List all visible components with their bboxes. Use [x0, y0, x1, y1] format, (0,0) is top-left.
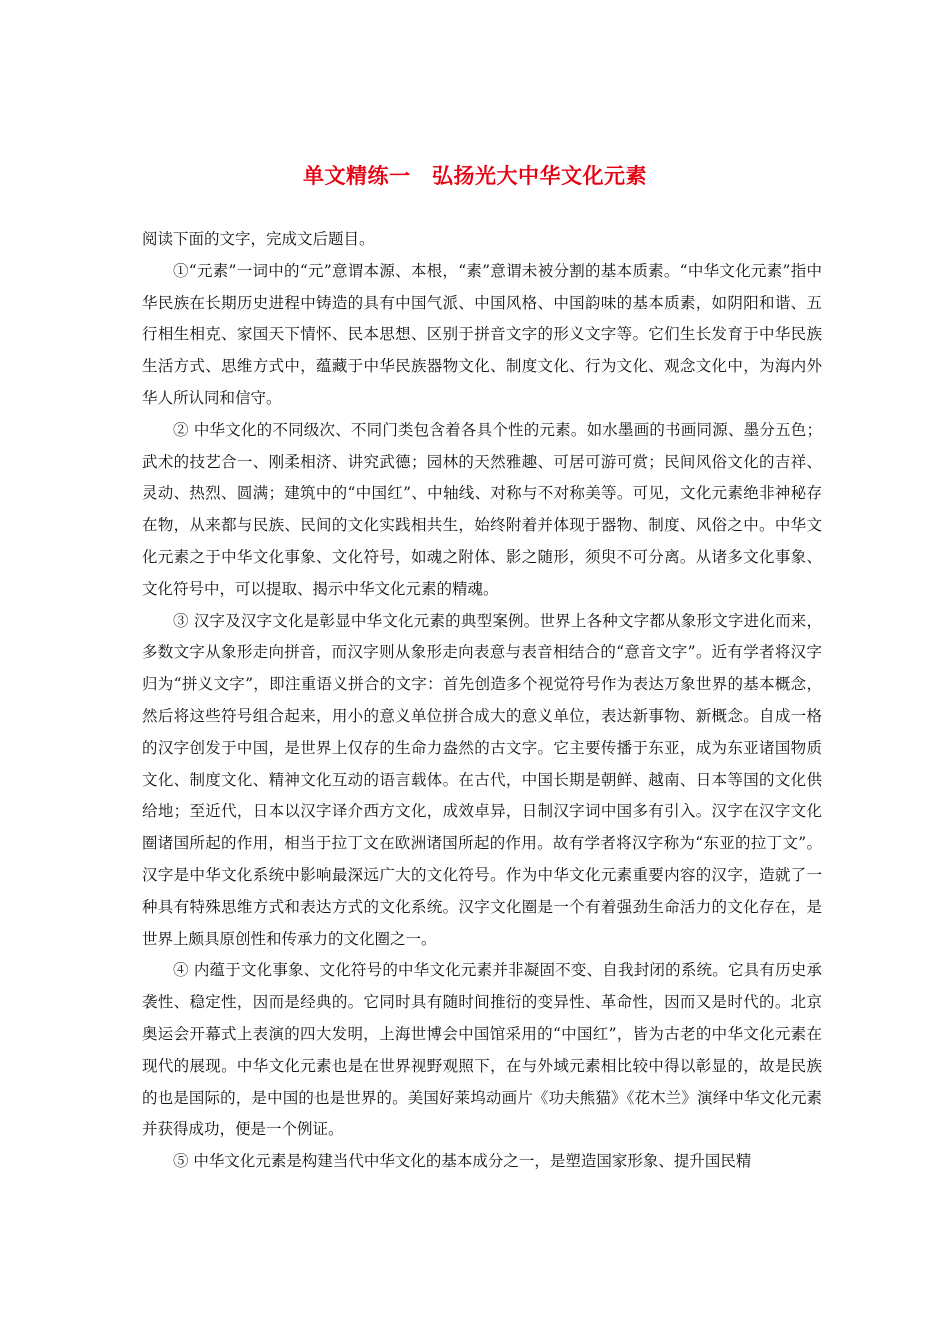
paragraph-5: ⑤ 中华文化元素是构建当代中华文化的基本成分之一，是塑造国家形象、提升国民精 [173, 1152, 752, 1171]
page-title: 单文精练一 弘扬光大中华文化元素 [303, 164, 647, 188]
reading-instruction: 阅读下面的文字，完成文后题目。 [142, 230, 375, 248]
paragraph-4: ④ 内蕴于文化事象、文化符号的中华文化元素并非凝固不变、自我封闭的系统。它具有历史承袭性、稳定性，因而是经典的。它同时具有随时间推衍的变异性、革命性，因而又是时代的。北京奥运会开幕式上表演的四大发明，上海世博会中国馆采用的“中国红”，皆为古老的中华文化元素在现代的展现。中华文化元素也是在世界视野观照下，在与外域元素相比较中得以彰显的，故是民族的也是国际的，是中国的也是世界的。美国好莱坞动画片《功夫熊猫》《花木兰》演绎中华文化元素并获得成功，便是一个例证。 [142, 961, 822, 1139]
paragraph-3: ③ 汉字及汉字文化是彰显中华文化元素的典型案例。世界上各种文字都从象形文字进化而来，多数文字从象形走向拼音，而汉字则从象形走向表意与表音相结合的“意音文字”。近有学者将汉字归为“拼义文字”，即注重语义拼合的文字：首先创造多个视觉符号作为表达万象世界的基本概念，然后将这些符号组合起来，用小的意义单位拼合成大的意义单位，表达新事物、新概念。自成一格的汉字创发于中国，是世界上仅存的生命力盎然的古文字。它主要传播于东亚，成为东亚诸国物质文化、制度文化、精神文化互动的语言载体。在古代，中国长期是朝鲜、越南、日本等国的文化供给地；至近代，日本以汉字译介西方文化，成效卓异，日制汉字词中国多有引入。汉字在汉字文化圈诸国所起的作用，相当于拉丁文在欧洲诸国所起的作用。故有学者将汉字称为“东亚的拉丁文”。汉字是中华文化系统中影响最深远广大的文化符号。作为中华文化元素重要内容的汉字，造就了一种具有特殊思维方式和表达方式的文化系统。汉字文化圈是一个有着强劲生命活力的文化存在，是世界上颇具原创性和传承力的文化圈之一。 [142, 611, 822, 948]
paragraph-1: ①“元素”一词中的“元”意谓本源、本根，“素”意谓未被分割的基本质素。“中华文化元素”指中华民族在长期历史进程中铸造的具有中国气派、中国风格、中国韵味的基本质素，如阴阳和谐、五行相生相克、家国天下情怀、民本思想、区别于拼音文字的形义文字等。它们生长发育于中华民族生活方式、思维方式中，蕴藏于中华民族器物文化、制度文化、行为文化、观念文化中，为海内外华人所认同和信守。 [142, 261, 822, 407]
article-body [142, 224, 822, 1178]
paragraph-2: ② 中华文化的不同级次、不同门类包含着各具个性的元素。如水墨画的书画同源、墨分五色；武术的技艺合一、刚柔相济、讲究武德；园林的天然雅趣、可居可游可赏；民间风俗文化的吉祥、灵动、热烈、圆满；建筑中的“中国红”、中轴线、对称与不对称美等。可见，文化元素绝非神秘存在物，从来都与民族、民间的文化实践相共生，始终附着并体现于器物、制度、风俗之中。中华文化元素之于中华文化事象、文化符号，如魂之附体、影之随形，须臾不可分离。从诸多文化事象、文化符号中，可以提取、揭示中华文化元素的精魂。 [142, 420, 822, 598]
